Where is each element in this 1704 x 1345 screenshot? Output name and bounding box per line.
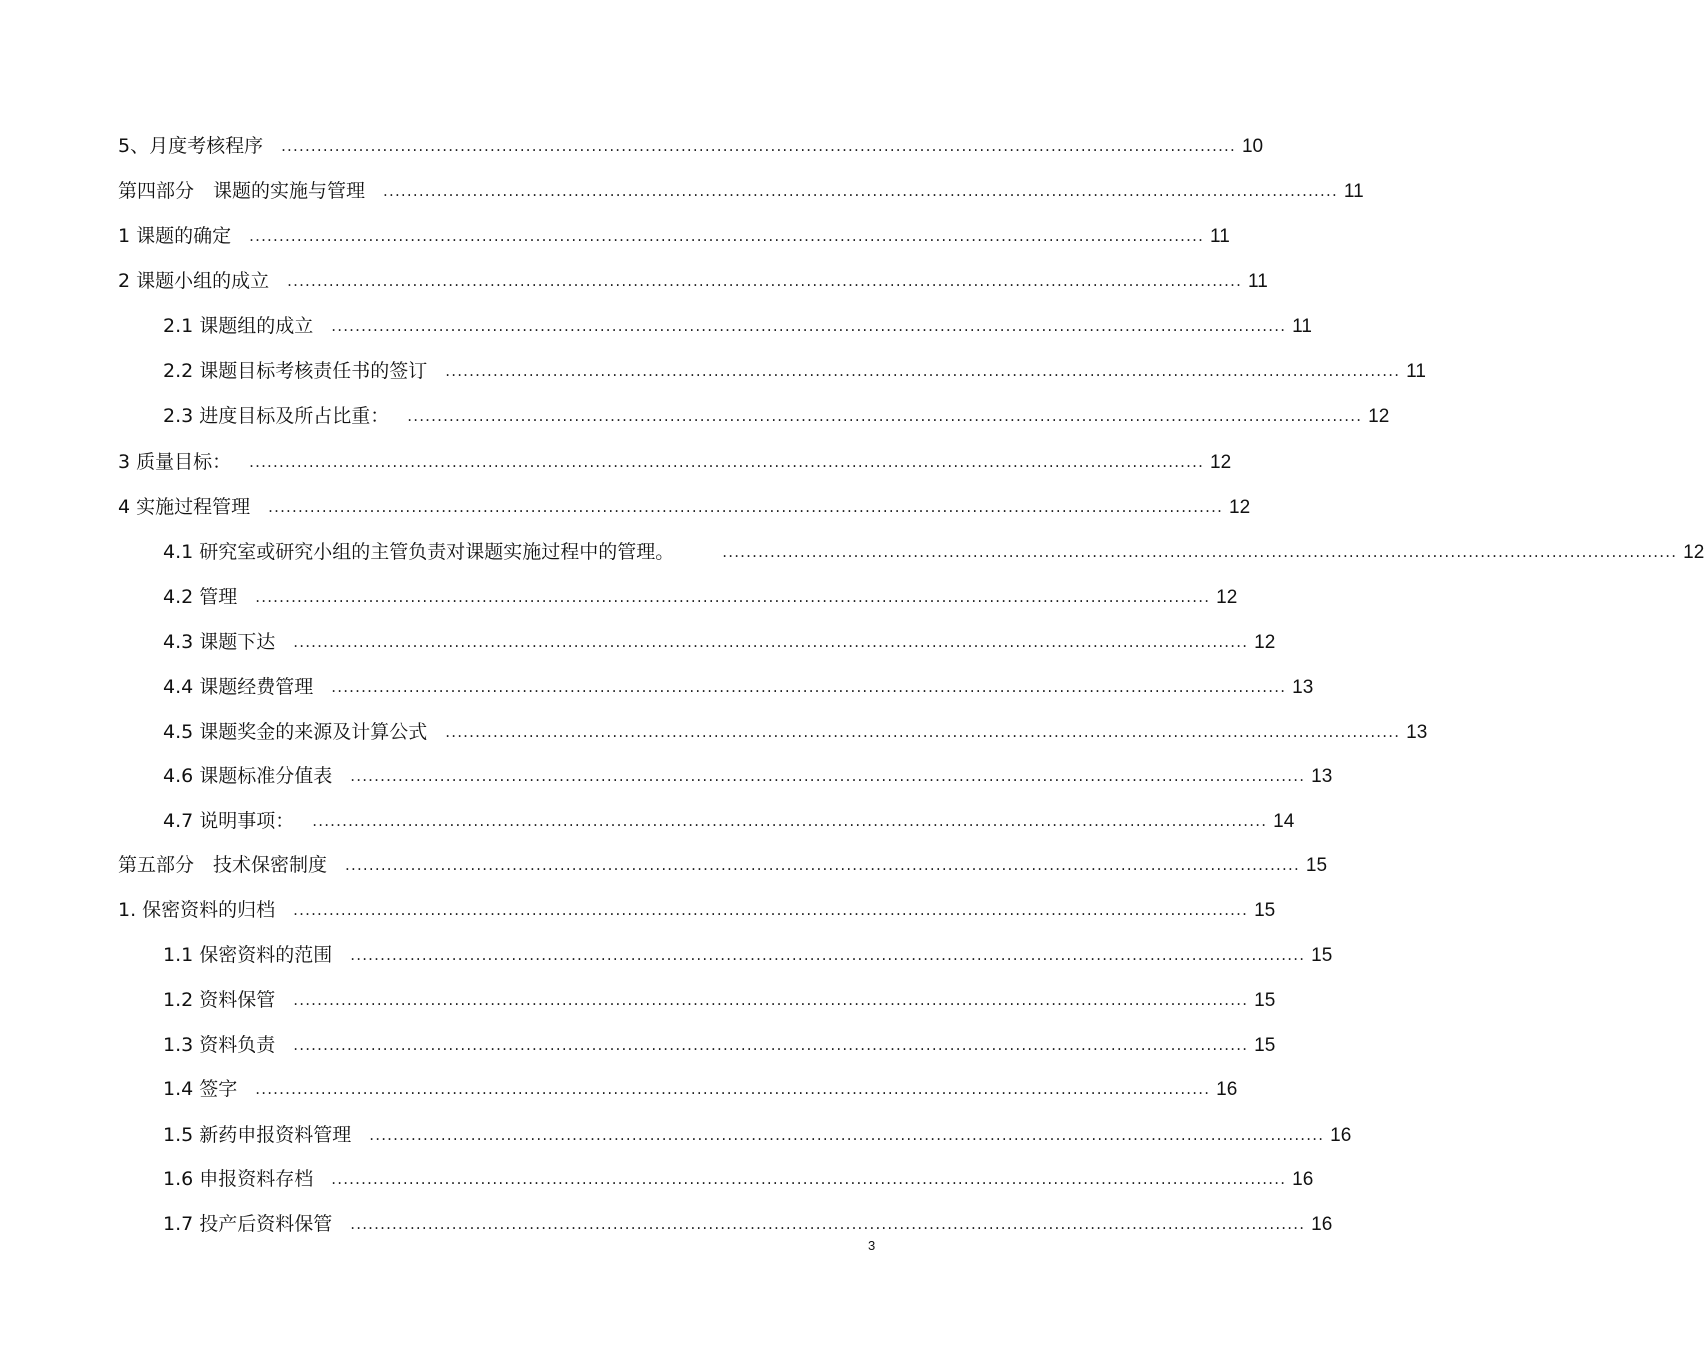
toc-entry[interactable] <box>118 845 1328 876</box>
toc-entry[interactable] <box>163 351 1426 382</box>
toc-entry[interactable] <box>118 890 1276 921</box>
toc-leader-dots: ................................................................................................................................................................ <box>350 767 1306 785</box>
toc-entry-title: 1.6 申报资料存档 <box>163 1168 314 1190</box>
toc-entry-page: 11 <box>1292 316 1312 337</box>
toc-entry-page: 15 <box>1311 945 1333 966</box>
toc-entry-title: 5、月度考核程序 <box>118 135 264 157</box>
toc-entry[interactable] <box>163 667 1314 698</box>
toc-leader-dots: ................................................................................................................................................................ <box>293 901 1249 919</box>
toc-entry-page: 12 <box>1216 587 1238 608</box>
toc-entry[interactable] <box>118 442 1232 473</box>
toc-entry-page: 15 <box>1254 900 1276 921</box>
toc-entry[interactable] <box>163 756 1333 787</box>
toc-leader-dots: ................................................................................................................................................................ <box>722 543 1678 561</box>
toc-entry-title: 2.2 课题目标考核责任书的签订 <box>163 360 428 382</box>
toc-entry-page: 11 <box>1248 271 1268 292</box>
toc-entry-page: 11 <box>1406 361 1426 382</box>
toc-leader-dots: ................................................................................................................................................................ <box>407 407 1363 425</box>
toc-entry-title: 1.5 新药申报资料管理 <box>163 1124 352 1146</box>
toc-leader-dots: ................................................................................................................................................................ <box>268 498 1224 516</box>
toc-leader-dots: ................................................................................................................................................................ <box>255 588 1211 606</box>
toc-entry[interactable] <box>163 935 1333 966</box>
toc-entry[interactable] <box>118 487 1251 518</box>
toc-entry-page: 11 <box>1343 181 1364 202</box>
toc-leader-dots: ................................................................................................................................................................ <box>350 1215 1306 1233</box>
toc-entry[interactable] <box>163 1025 1276 1056</box>
toc-entry-title: 4.5 课题奖金的来源及计算公式 <box>163 721 428 743</box>
toc-entry-page: 15 <box>1254 990 1276 1011</box>
toc-entry-title: 2.3 进度目标及所占比重： <box>163 405 390 427</box>
toc-entry-page: 16 <box>1330 1125 1352 1146</box>
toc-entry-page: 10 <box>1241 136 1264 157</box>
toc-leader-dots: ................................................................................................................................................................ <box>331 317 1287 335</box>
toc-entry-page: 12 <box>1229 497 1251 518</box>
toc-entry-page: 16 <box>1292 1169 1314 1190</box>
toc-entry-title: 1.4 签字 <box>163 1078 238 1100</box>
toc-leader-dots: ................................................................................................................................................................ <box>293 991 1249 1009</box>
toc-entry-title: 1.7 投产后资料保管 <box>163 1213 333 1235</box>
toc-leader-dots: ................................................................................................................................................................ <box>331 1170 1287 1188</box>
toc-entry-title: 3 质量目标： <box>118 451 232 473</box>
toc-entry-title: 1.2 资料保管 <box>163 989 276 1011</box>
toc-entry[interactable] <box>163 1115 1352 1146</box>
toc-entry-page: 15 <box>1254 1035 1276 1056</box>
toc-leader-dots: ................................................................................................................................................................ <box>293 633 1249 651</box>
toc-entry-title: 4 实施过程管理 <box>118 496 251 518</box>
toc-entry[interactable] <box>118 216 1230 247</box>
toc-entry-page: 12 <box>1683 542 1704 563</box>
toc-entry-title: 1.3 资料负责 <box>163 1034 276 1056</box>
toc-entry[interactable] <box>163 1159 1314 1190</box>
toc-entry-title: 第五部分 技术保密制度 <box>118 854 328 876</box>
toc-entry-title: 1.1 保密资料的范围 <box>163 944 333 966</box>
toc-entry[interactable] <box>163 1204 1333 1235</box>
toc-leader-dots: ................................................................................................................................................................ <box>345 856 1300 874</box>
toc-entry-page: 16 <box>1216 1079 1238 1100</box>
toc-entry-title: 2.1 课题组的成立 <box>163 315 314 337</box>
toc-entry[interactable] <box>163 801 1295 832</box>
toc-entry-title: 2 课题小组的成立 <box>118 270 270 292</box>
toc-entry[interactable] <box>163 1069 1238 1100</box>
toc-leader-dots: ................................................................................................................................................................ <box>445 723 1401 741</box>
toc-entry-title: 4.2 管理 <box>163 586 238 608</box>
toc-leader-dots: ................................................................................................................................................................ <box>255 1080 1211 1098</box>
toc-entry-title: 4.7 说明事项： <box>163 810 295 832</box>
toc-entry-title: 4.6 课题标准分值表 <box>163 765 333 787</box>
toc-leader-dots: ................................................................................................................................................................ <box>383 182 1338 200</box>
toc-entry-title: 4.1 研究室或研究小组的主管负责对课题实施过程中的管理。 <box>163 541 675 563</box>
toc-leader-dots: ................................................................................................................................................................ <box>249 453 1205 471</box>
toc-leader-dots: ................................................................................................................................................................ <box>331 678 1287 696</box>
toc-leader-dots: ................................................................................................................................................................ <box>312 812 1268 830</box>
toc-entry[interactable] <box>163 306 1312 337</box>
toc-leader-dots: ................................................................................................................................................................ <box>350 946 1306 964</box>
toc-entry[interactable] <box>163 980 1276 1011</box>
toc-entry-page: 15 <box>1305 855 1328 876</box>
toc-entry-page: 12 <box>1210 452 1232 473</box>
toc-entry-page: 13 <box>1292 677 1314 698</box>
toc-entry[interactable] <box>163 577 1238 608</box>
toc-entry-page: 11 <box>1210 226 1230 247</box>
toc-entry[interactable] <box>118 261 1268 292</box>
toc-leader-dots: ................................................................................................................................................................ <box>287 272 1243 290</box>
toc-entry[interactable] <box>118 171 1364 202</box>
toc-entry[interactable] <box>163 532 1704 563</box>
toc-entry-title: 1 课题的确定 <box>118 225 232 247</box>
toc-entry-title: 4.4 课题经费管理 <box>163 676 314 698</box>
toc-entry-page: 12 <box>1368 406 1390 427</box>
toc-entry-page: 13 <box>1406 722 1428 743</box>
toc-entry-title: 第四部分 课题的实施与管理 <box>118 180 366 202</box>
toc-leader-dots: ................................................................................................................................................................ <box>293 1036 1249 1054</box>
toc-leader-dots: ................................................................................................................................................................ <box>445 362 1401 380</box>
toc-entry[interactable] <box>118 126 1264 157</box>
page-number: 3 <box>868 1238 876 1253</box>
toc-entry-page: 16 <box>1311 1214 1333 1235</box>
toc-entry[interactable] <box>163 712 1428 743</box>
toc-entry-title: 4.3 课题下达 <box>163 631 276 653</box>
toc-entry[interactable] <box>163 396 1390 427</box>
toc-entry-title: 1. 保密资料的归档 <box>118 899 276 921</box>
toc-leader-dots: ................................................................................................................................................................ <box>249 227 1205 245</box>
toc-entry[interactable] <box>163 622 1276 653</box>
toc-leader-dots: ................................................................................................................................................................ <box>281 137 1236 155</box>
toc-entry-page: 13 <box>1311 766 1333 787</box>
toc-entry-page: 14 <box>1273 811 1295 832</box>
toc-entry-page: 12 <box>1254 632 1276 653</box>
toc-leader-dots: ................................................................................................................................................................ <box>369 1126 1325 1144</box>
